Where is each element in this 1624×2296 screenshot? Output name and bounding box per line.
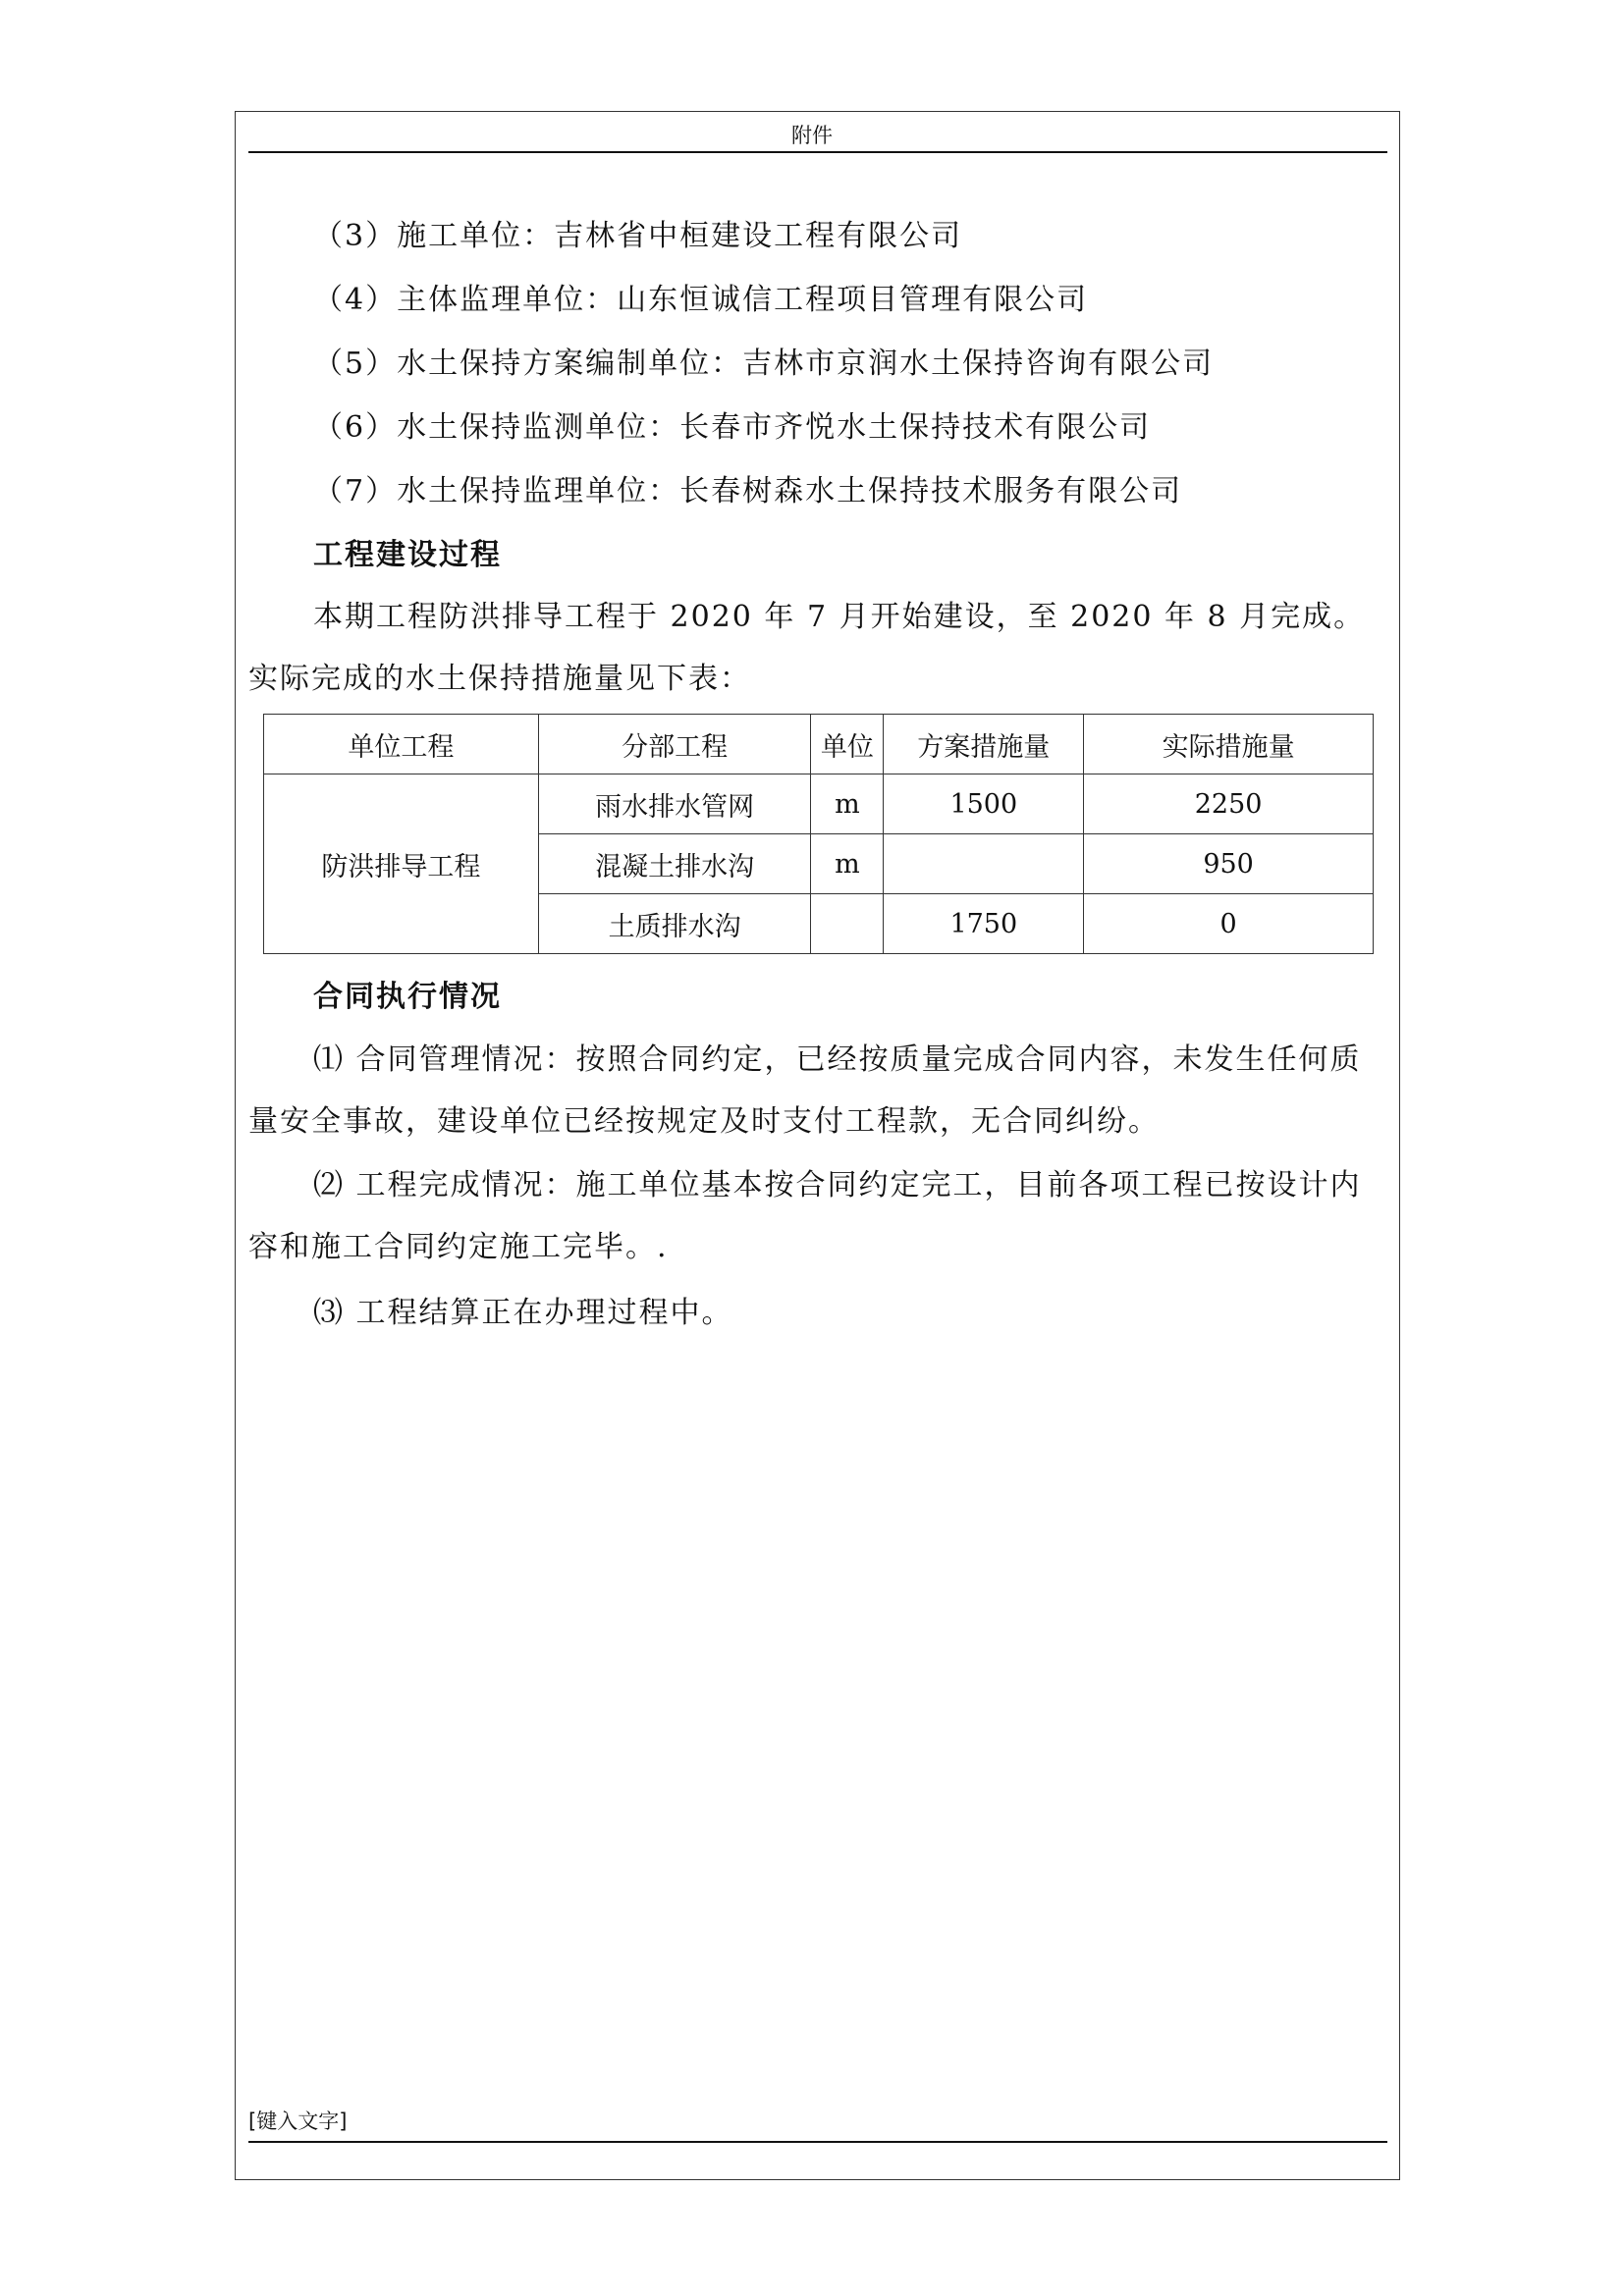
actual-quantity-cell: 2250 — [1084, 774, 1374, 834]
page-header: 附件 — [791, 124, 833, 147]
actual-quantity-cell: 950 — [1084, 834, 1374, 894]
unit-cell — [811, 894, 884, 954]
measures-table — [263, 714, 1374, 954]
unit-cell: m — [811, 774, 884, 834]
plan-quantity-cell: 1750 — [884, 894, 1084, 954]
contract-heading: 合同执行情况 — [313, 980, 502, 1014]
header-actual-quantity: 实际措施量 — [1084, 715, 1374, 774]
page-footer: [键入文字] — [248, 2109, 348, 2133]
header-sub-project: 分部工程 — [538, 715, 811, 774]
sub-project-cell: 混凝土排水沟 — [538, 834, 811, 894]
header-rule — [248, 151, 1387, 153]
unit-line-construction: （3）施工单位：吉林省中桓建设工程有限公司 — [313, 219, 963, 253]
plan-quantity-cell: 1500 — [884, 774, 1084, 834]
table-header-row — [264, 715, 1374, 774]
construction-heading: 工程建设过程 — [313, 538, 502, 572]
unit-line-monitoring: （6）水土保持监测单位：长春市齐悦水土保持技术有限公司 — [313, 410, 1152, 445]
footer-rule — [248, 2141, 1387, 2143]
header-unit-project: 单位工程 — [264, 715, 539, 774]
construction-paragraph: 本期工程防洪排导工程于 2020 年 7 月开始建设，至 2020 年 8 月完成。实际完成的水土保持措施量见下表： — [248, 600, 1366, 696]
plan-quantity-cell — [884, 834, 1084, 894]
actual-quantity-cell: 0 — [1084, 894, 1374, 954]
contract-item-settlement: ⑶ 工程结算正在办理过程中。 — [313, 1296, 733, 1330]
unit-project-cell: 防洪排导工程 — [264, 774, 539, 954]
unit-line-plan-author: （5）水土保持方案编制单位：吉林市京润水土保持咨询有限公司 — [313, 347, 1215, 381]
sub-project-cell: 雨水排水管网 — [538, 774, 811, 834]
header-plan-quantity: 方案措施量 — [884, 715, 1084, 774]
unit-line-supervision: （4）主体监理单位：山东恒诚信工程项目管理有限公司 — [313, 283, 1089, 317]
header-unit: 单位 — [811, 715, 884, 774]
unit-cell: m — [811, 834, 884, 894]
contract-item-management: ⑴ 合同管理情况：按照合同约定，已经按质量完成合同内容，未发生任何质量安全事故，建设单位已经按规定及时支付工程款，无合同纠纷。 — [248, 1042, 1362, 1139]
table-row — [264, 774, 1374, 834]
sub-project-cell: 土质排水沟 — [538, 894, 811, 954]
contract-item-completion: ⑵ 工程完成情况：施工单位基本按合同约定完工，目前各项工程已按设计内容和施工合同约定施工完毕。. — [248, 1168, 1362, 1264]
unit-line-wsc-supervision: （7）水土保持监理单位：长春树森水土保持技术服务有限公司 — [313, 474, 1183, 508]
